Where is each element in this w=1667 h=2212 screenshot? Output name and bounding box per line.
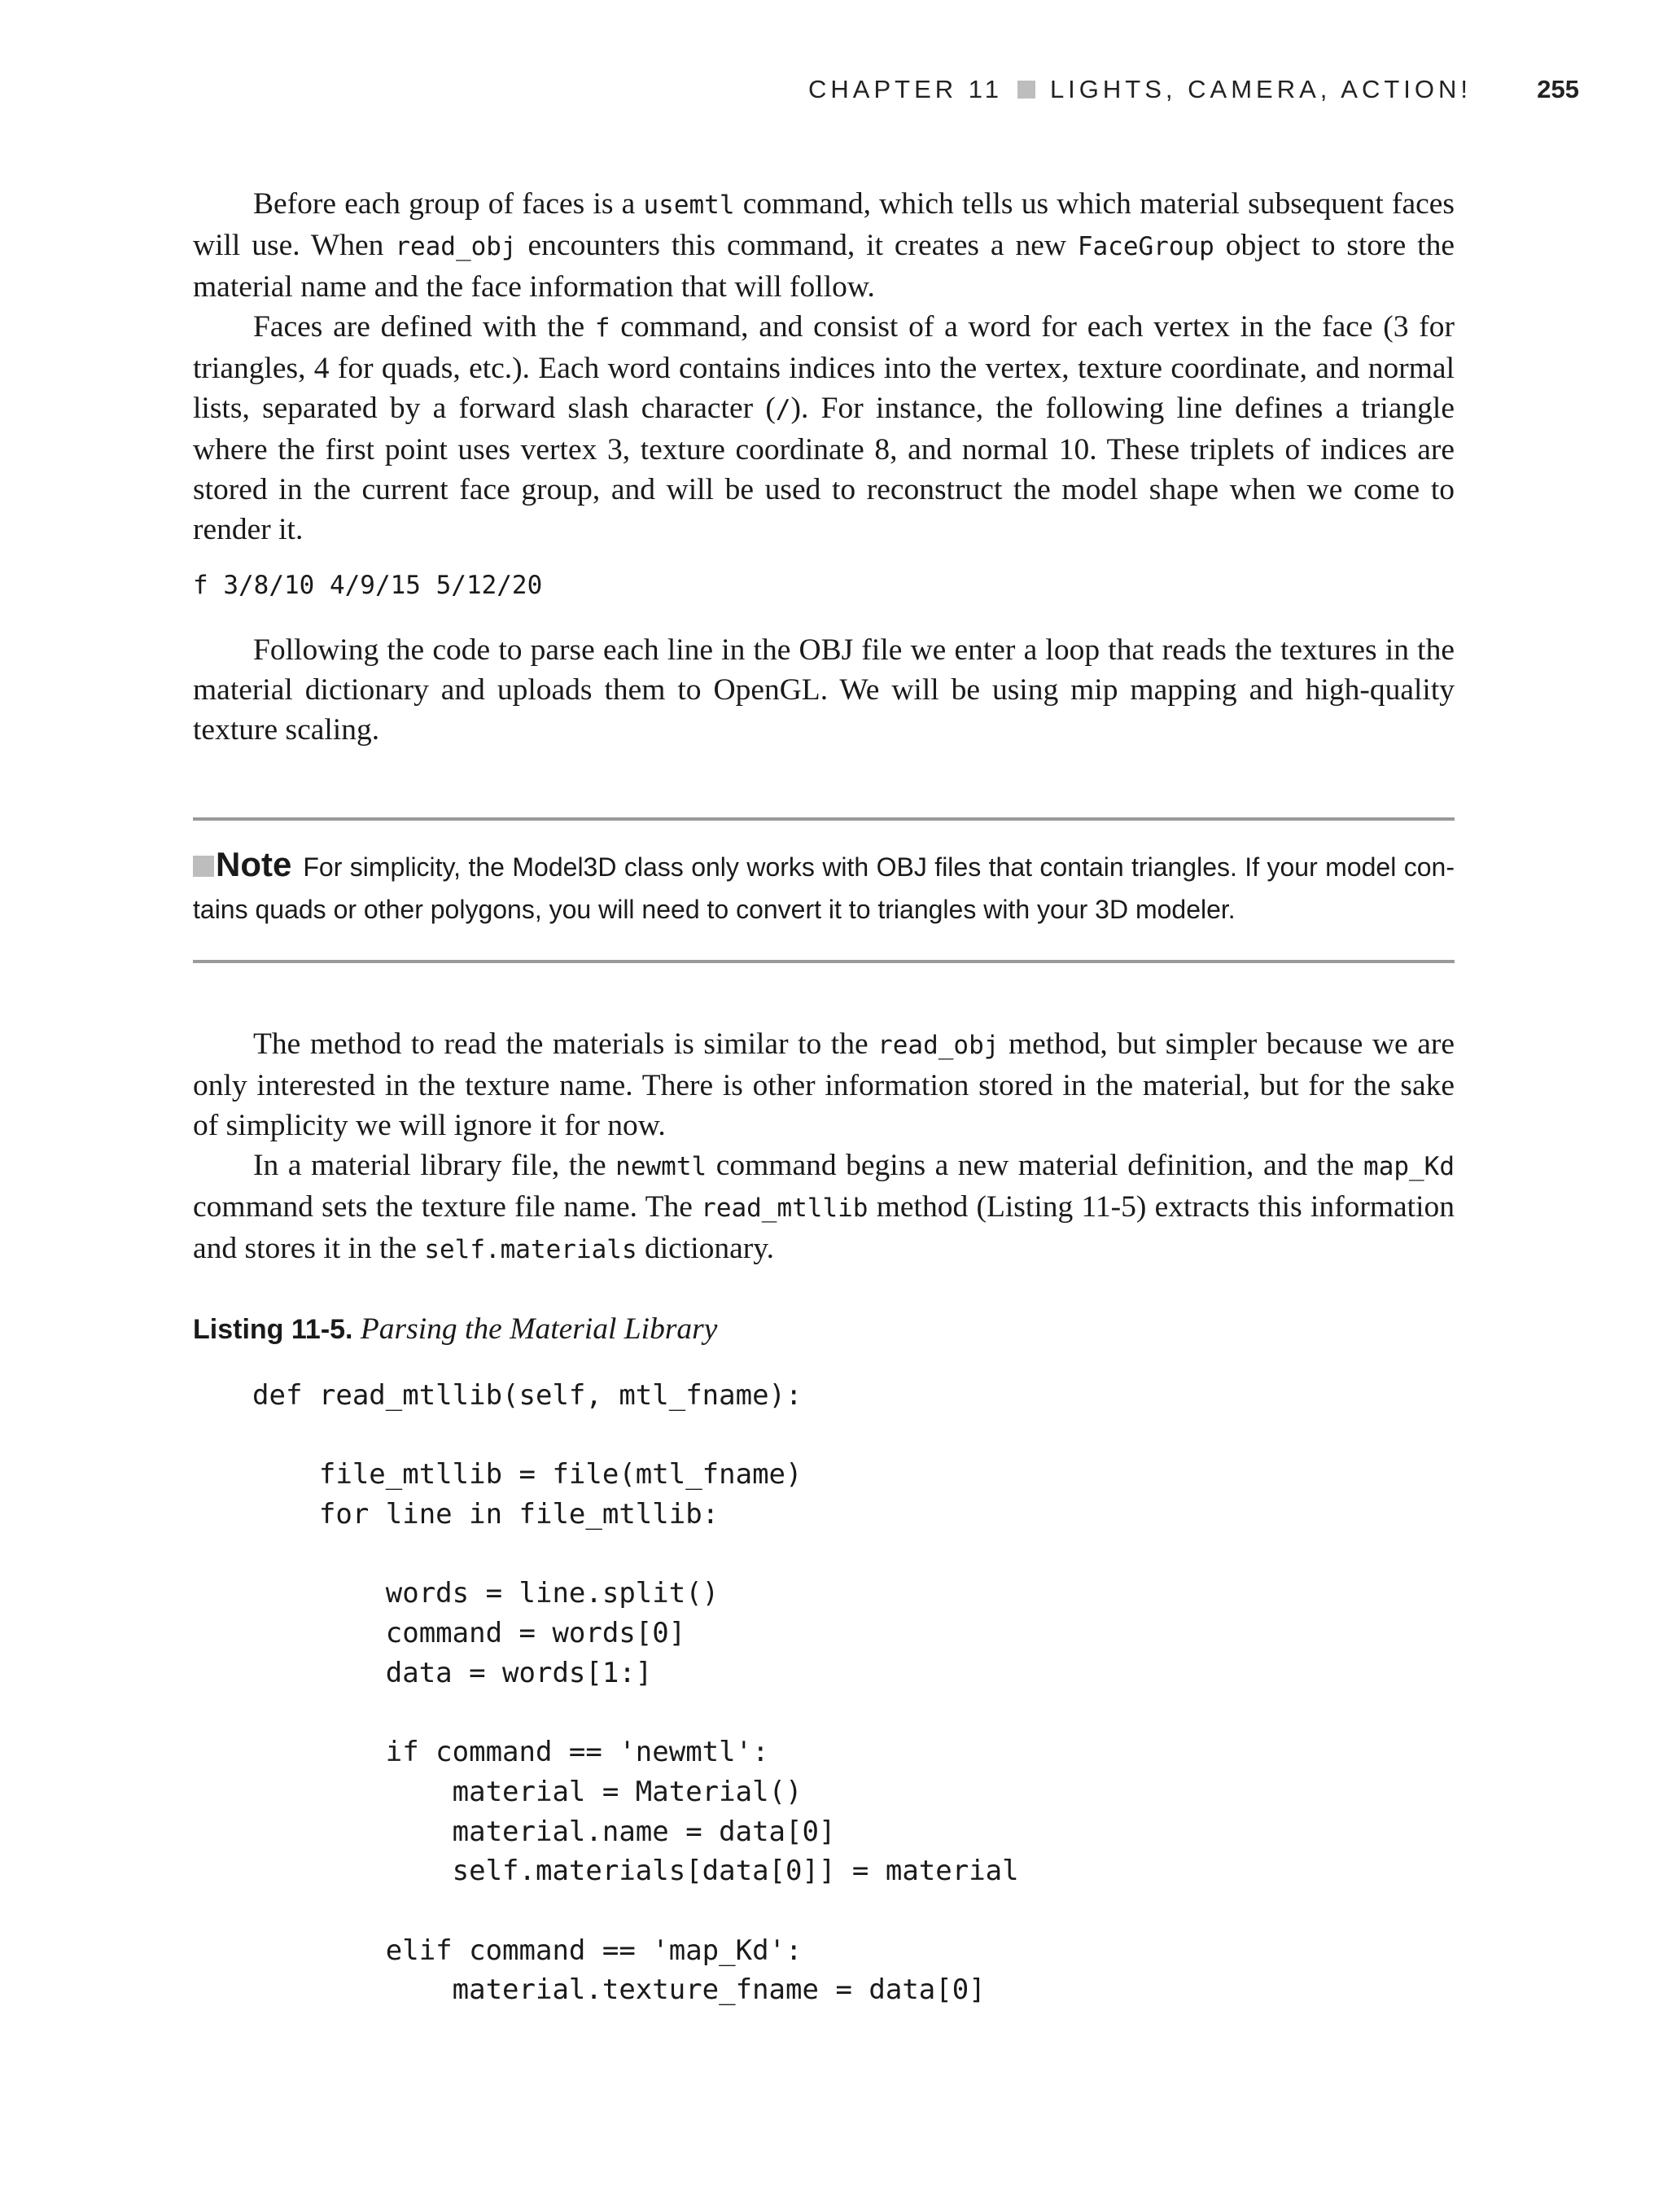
inline-code: read_mtllib: [701, 1194, 869, 1223]
code-line: [252, 1693, 1019, 1733]
face-example-code: f 3/8/10 4/9/15 5/12/20: [193, 571, 543, 600]
body-section-3: [193, 1024, 1455, 1270]
code-line: data = words[1:]: [252, 1656, 653, 1689]
code-line: [252, 1891, 1019, 1931]
text-run: ). For instance, the following line defines a triangle where the first point uses vertex 3, texture coordinate 8, and normal 10. These triplets of indices are stored in the current face group, and will be used to reconstruct the model shape when we come to render it.: [193, 392, 1455, 546]
chapter-title: LIGHTS, CAMERA, ACTION!: [1049, 75, 1472, 103]
code-line: if command == 'newmtl':: [252, 1736, 769, 1769]
inline-code: read_obj: [395, 232, 517, 261]
text-run: dictionary.: [637, 1232, 774, 1265]
paragraph-read-materials: [193, 1024, 1455, 1145]
body-section-1: [193, 184, 1455, 550]
code-line: for line in file_mtllib:: [252, 1498, 720, 1531]
code-line: material.texture_fname = data[0]: [252, 1973, 986, 2007]
text-run: Before each group of faces is a: [253, 187, 644, 221]
listing-caption: [193, 1312, 717, 1347]
text-run: method, but simpler because we are only interested in the texture name. There is other information stored in the material, but for the sake of simplicity we will ignore it for now.: [193, 1027, 1455, 1142]
paragraph-textures: Following the code to parse each line in the OBJ file we enter a loop that reads the textures in the material dictionary and uploads them to OpenGL. We will be using mip mapping and high-quality texture scaling.: [193, 633, 1455, 747]
text-run: method (Listing 11-5) extracts this information and stores it in the: [193, 1190, 1455, 1265]
paragraph-faces: [193, 307, 1455, 550]
chapter-label: CHAPTER 11: [808, 75, 1003, 103]
note-label: Note: [216, 845, 292, 883]
separator-square-icon: [1017, 81, 1035, 99]
code-line: def read_mtllib(self, mtl_fname):: [252, 1379, 803, 1412]
paragraph-usemtl: [193, 184, 1455, 307]
text-run: command, and consist of a word for each vertex in the face (3 for triangles, 4 for quads, etc.). Each word contains indices into the vertex, texture coordinate, and normal lists, separated by a forward slash character (: [193, 310, 1455, 425]
paragraph-material-library: [193, 1145, 1455, 1270]
code-line: [252, 1416, 1019, 1456]
note-box: [193, 843, 1455, 931]
code-line: material = Material(): [252, 1775, 803, 1808]
body-section-2: [193, 630, 1455, 750]
code-line: material.name = data[0]: [252, 1815, 836, 1848]
text-run: object to store the material name and the face information that will follow.: [193, 229, 1455, 304]
text-run: command begins a new material definition, and the: [707, 1149, 1364, 1182]
inline-code: newmtl: [615, 1152, 707, 1181]
inline-code: map_Kd: [1363, 1152, 1455, 1181]
inline-code: f: [594, 313, 610, 343]
inline-code: self.materials: [424, 1235, 637, 1264]
code-line: command = words[0]: [252, 1617, 686, 1650]
code-listing: [252, 1376, 1019, 2010]
code-line: elif command == 'map_Kd':: [252, 1934, 803, 1967]
code-line: [252, 1535, 1019, 1575]
inline-code: /: [775, 395, 791, 424]
text-run: encounters this command, it creates a new: [516, 229, 1078, 262]
listing-title: Parsing the Material Library: [360, 1312, 718, 1346]
page-number: 255: [1537, 75, 1579, 103]
running-head: [0, 75, 1569, 104]
text-run: command, which tells us which material subsequent faces will use. When: [193, 187, 1455, 262]
inline-code: read_obj: [877, 1031, 1000, 1060]
text-run: command sets the texture file name. The: [193, 1190, 702, 1224]
code-line: file_mtllib = file(mtl_fname): [252, 1458, 803, 1491]
inline-code: usemtl: [643, 191, 735, 220]
note-marker-icon: [193, 856, 214, 877]
code-line: words = line.split(): [252, 1577, 720, 1610]
note-top-rule: [193, 817, 1455, 821]
listing-label: Listing 11-5.: [193, 1314, 353, 1345]
note-text: For simplicity, the Model3D class only works with OBJ files that contain triangles. If your model contains quads or other polygons, you will need to convert it to triangles with your 3D modeler.: [193, 852, 1455, 924]
inline-code: FaceGroup: [1077, 232, 1214, 261]
text-run: The method to read the materials is similar to the: [253, 1027, 878, 1061]
text-run: In a material library file, the: [253, 1149, 616, 1182]
code-line: self.materials[data[0]] = material: [252, 1855, 1019, 1888]
note-bottom-rule: [193, 960, 1455, 963]
text-run: Faces are defined with the: [253, 310, 595, 344]
